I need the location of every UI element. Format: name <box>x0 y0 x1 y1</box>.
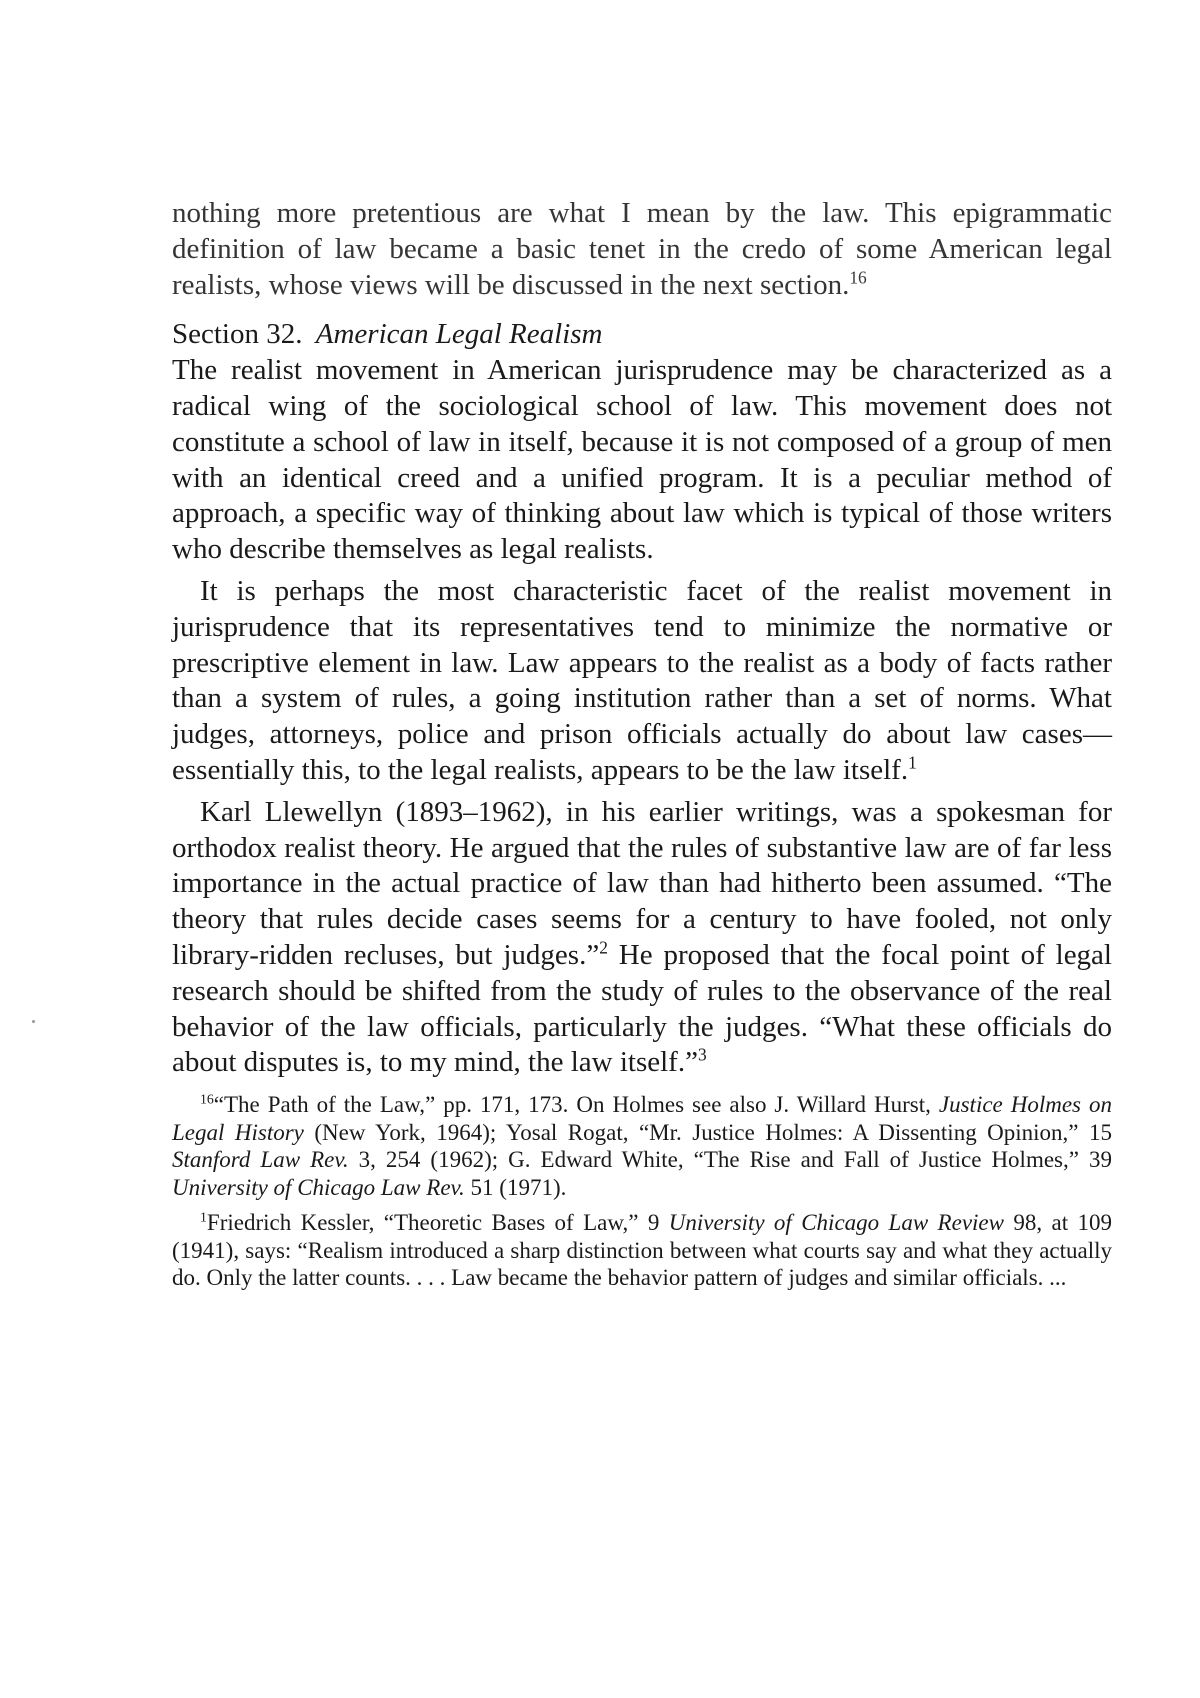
footnote-16-book-title: Justice Holmes on Legal History <box>172 1092 1112 1145</box>
footnote-1-journal: University of Chicago Law Review <box>668 1210 1004 1236</box>
section-number: Section 32. <box>172 318 303 351</box>
footnote-1-text-c: 98, at 109 (1941), says: “Realism introduced a sharp distinction between what courts say and what they actually do. Only the latter counts. . . . Law became the behavior pattern of judges and similar officials. ... <box>172 1210 1112 1291</box>
section-heading <box>172 317 1112 353</box>
footnote-1-text-a: Friedrich Kessler, “Theoretic Bases of Law,” 9 <box>206 1210 660 1236</box>
footnote-16-text-c: (New York, 1964); Yosal Rogat, “Mr. Justice Holmes: A Dissenting Opinion,” 15 <box>314 1119 1113 1145</box>
footnote-ref-2: 2 <box>599 937 608 958</box>
footnote-mark-16: 16 <box>200 1091 214 1107</box>
main-text <box>172 196 1112 1081</box>
paragraph-2-text: It is perhaps the most characteristic facet of the realist movement in jurisprudence that its representatives tend to minimize the normative or prescriptive element in law. Law appears to the realist as a body of facts rather than a system of rules, a going institution rather than a set of norms. What judges, attorneys, police and prison officials actually do about law cases—essentially this, to the legal realists, appears to be the law itself. <box>172 574 1112 786</box>
paragraph-1: The realist movement in American jurisprudence may be characterized as a radical wing of the sociological school of law. This movement does not constitute a school of law in itself, because it is not composed of a group of men with an identical creed and a unified program. It is a peculiar method of approach, a specific way of thinking about law which is typical of those writers who describe themselves as legal realists. <box>172 354 1112 566</box>
paragraph-3-text-b: He proposed that the focal point of legal research should be shifted from the study of rules to the observance of the real behavior of the law officials, particularly the judges. “What these officials do about disputes is, to my mind, the law itself.” <box>172 938 1112 1079</box>
footnote-16-text-e: 3, 254 (1962); G. Edward White, “The Rise and Fall of Justice Holmes,” 39 <box>358 1147 1112 1173</box>
margin-speck <box>32 1020 35 1023</box>
footnote-ref-16: 16 <box>849 266 867 287</box>
footnote-16-text-a: “The Path of the Law,” pp. 171, 173. On Holmes see also J. Willard Hurst, <box>213 1092 931 1118</box>
book-page <box>172 196 1112 1292</box>
footnote-ref-1: 1 <box>908 752 917 773</box>
footnote-16 <box>172 1091 1112 1201</box>
footnote-16-journal: Stanford Law Rev. <box>172 1147 349 1173</box>
footnote-16-journal-2: University of Chicago Law Rev. <box>172 1174 465 1200</box>
top-paragraph-text: nothing more pretentious are what I mean by the law. This epigrammatic definition of law became a basic tenet in the credo of some American legal realists, whose views will be discussed in the next section. <box>172 197 1112 301</box>
paragraph-2 <box>172 574 1112 789</box>
footnote-1 <box>172 1209 1112 1292</box>
top-paragraph <box>172 196 1112 303</box>
paragraph-3-text-a: Karl Llewellyn (1893–1962), in his earlier writings, was a spokesman for orthodox realist theory. He argued that the rules of substantive law are of far less importance in the actual practice of law than had hitherto been assumed. “The theory that rules decide cases seems for a century to have fooled, not only library-ridden recluses, but judges.” <box>172 795 1112 971</box>
footnote-mark-1: 1 <box>200 1209 207 1225</box>
footnote-16-text-g: 51 (1971). <box>470 1174 567 1200</box>
footnote-ref-3: 3 <box>697 1044 707 1065</box>
section-title: American Legal Realism <box>315 318 603 351</box>
footnotes <box>172 1091 1112 1292</box>
paragraph-3 <box>172 795 1112 1081</box>
